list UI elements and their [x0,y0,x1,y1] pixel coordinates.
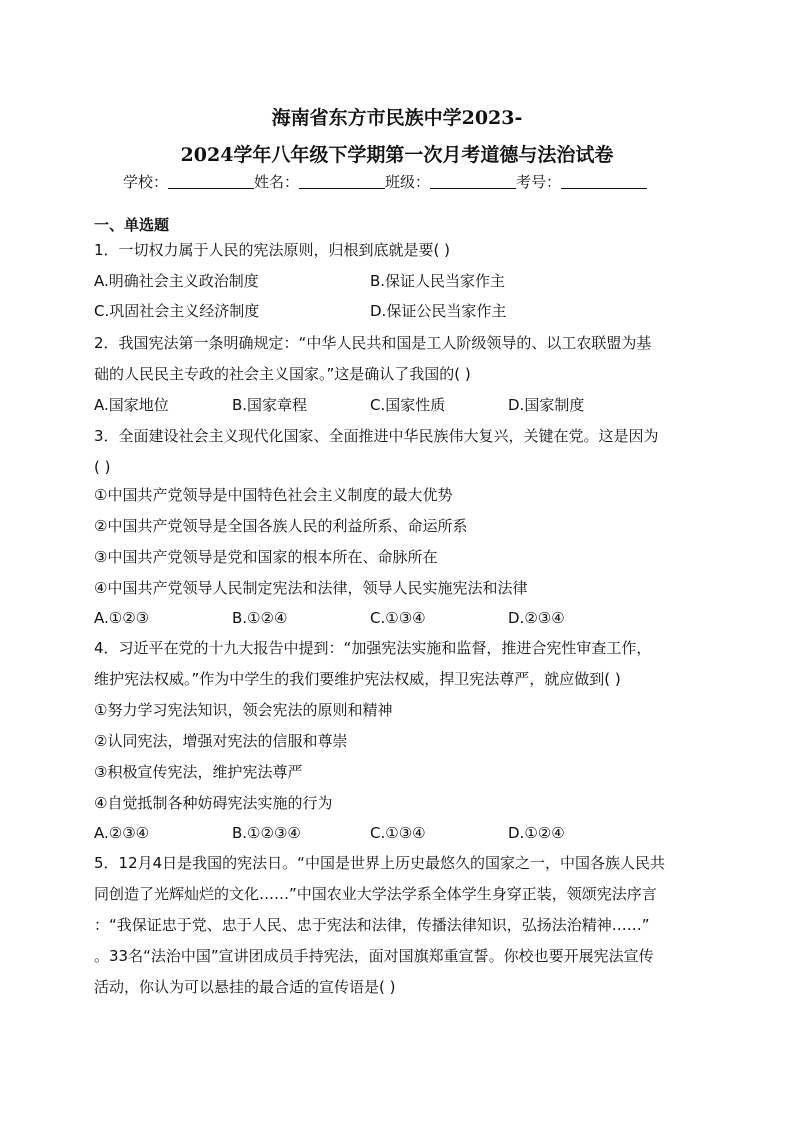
q2-option-c[interactable]: C.国家性质 [370,396,446,414]
q5-line-2: 同创造了光辉灿烂的文化……”中国农业大学法学系全体学生身穿正装，领颂宪法序言 [94,885,657,903]
q5-line-4: 。33名“法治中国”宣讲团成员手持宪法，面对国旗郑重宣誓。你校也要开展宪法宣传 [94,947,654,965]
title-line-2: 2024学年八年级下学期第一次月考道德与法治试卷 [180,144,614,166]
q2-option-d[interactable]: D.国家制度 [508,396,585,414]
q4-option-c[interactable]: C.①③④ [370,824,426,842]
q3-statement-3: ③中国共产党领导是党和国家的根本所在、命脉所在 [94,548,438,566]
student-info-row [123,171,647,192]
q3-option-a[interactable]: A.①②③ [94,609,150,627]
q4-statement-2: ②认同宪法，增强对宪法的信服和尊崇 [94,732,348,750]
q5-line-1: 5．12月4日是我国的宪法日。“中国是世界上历史最悠久的国家之一，中国各族人民共 [94,854,665,872]
school-label: 学校： [123,173,169,191]
q4-stem-line-2: 维护宪法权威。”作为中学生的我们要维护宪法权威，捍卫宪法尊严，就应做到( ) [94,670,621,688]
q3-stem-line-2: ( ) [94,458,111,476]
q4-option-d[interactable]: D.①②④ [508,824,565,842]
q5-line-3: ：“我保证忠于党、忠于人民、忠于宪法和法律，传播法律知识，弘扬法治精神……” [94,916,650,934]
q3-statement-2: ②中国共产党领导是全国各族人民的利益所系、命运所系 [94,517,468,535]
q3-stem-line-1: 3．全面建设社会主义现代化国家、全面推进中华民族伟大复兴，关键在党。这是因为 [94,427,659,445]
q4-statement-4: ④自觉抵制各种妨碍宪法实施的行为 [94,794,333,812]
q1-option-a[interactable]: A.明确社会主义政治制度 [94,272,259,290]
q5-line-5: 活动，你认为可以悬挂的最合适的宣传语是( ) [94,978,396,996]
q4-statement-3: ③积极宣传宪法，维护宪法尊严 [94,763,303,781]
q1-option-d[interactable]: D.保证公民当家作主 [370,302,507,320]
q4-option-a[interactable]: A.②③④ [94,824,150,842]
school-blank[interactable] [168,174,254,189]
title-line-1: 海南省东方市民族中学2023- [271,107,523,129]
q3-option-c[interactable]: C.①③④ [370,609,426,627]
name-label: 姓名： [254,173,300,191]
number-blank[interactable] [561,174,647,189]
q1-stem: 1．一切权力属于人民的宪法原则，归根到底就是要( ) [94,241,451,259]
q1-option-b[interactable]: B.保证人民当家作主 [370,272,506,290]
q3-statement-4: ④中国共产党领导人民制定宪法和法律，领导人民实施宪法和法律 [94,579,528,597]
q2-stem-line-2: 础的人民民主专政的社会主义国家。”这是确认了我国的( ) [94,365,471,383]
name-blank[interactable] [299,174,385,189]
class-blank[interactable] [430,174,516,189]
q4-statement-1: ①努力学习宪法知识，领会宪法的原则和精神 [94,701,393,719]
q4-option-b[interactable]: B.①②③④ [232,824,301,842]
q3-statement-1: ①中国共产党领导是中国特色社会主义制度的最大优势 [94,486,453,504]
number-label: 考号： [516,173,562,191]
q4-stem-line-1: 4．习近平在党的十九大报告中提到：“加强宪法实施和监督，推进合宪性审查工作， [94,639,652,657]
q1-option-c[interactable]: C.巩固社会主义经济制度 [94,302,260,320]
q2-stem-line-1: 2．我国宪法第一条明确规定：“中华人民共和国是工人阶级领导的、以工农联盟为基 [94,334,652,352]
q3-option-d[interactable]: D.②③④ [508,609,565,627]
q3-option-b[interactable]: B.①②④ [232,609,288,627]
class-label: 班级： [385,173,431,191]
q2-option-b[interactable]: B.国家章程 [232,396,308,414]
q2-option-a[interactable]: A.国家地位 [94,396,169,414]
section-heading: 一、单选题 [94,216,170,234]
